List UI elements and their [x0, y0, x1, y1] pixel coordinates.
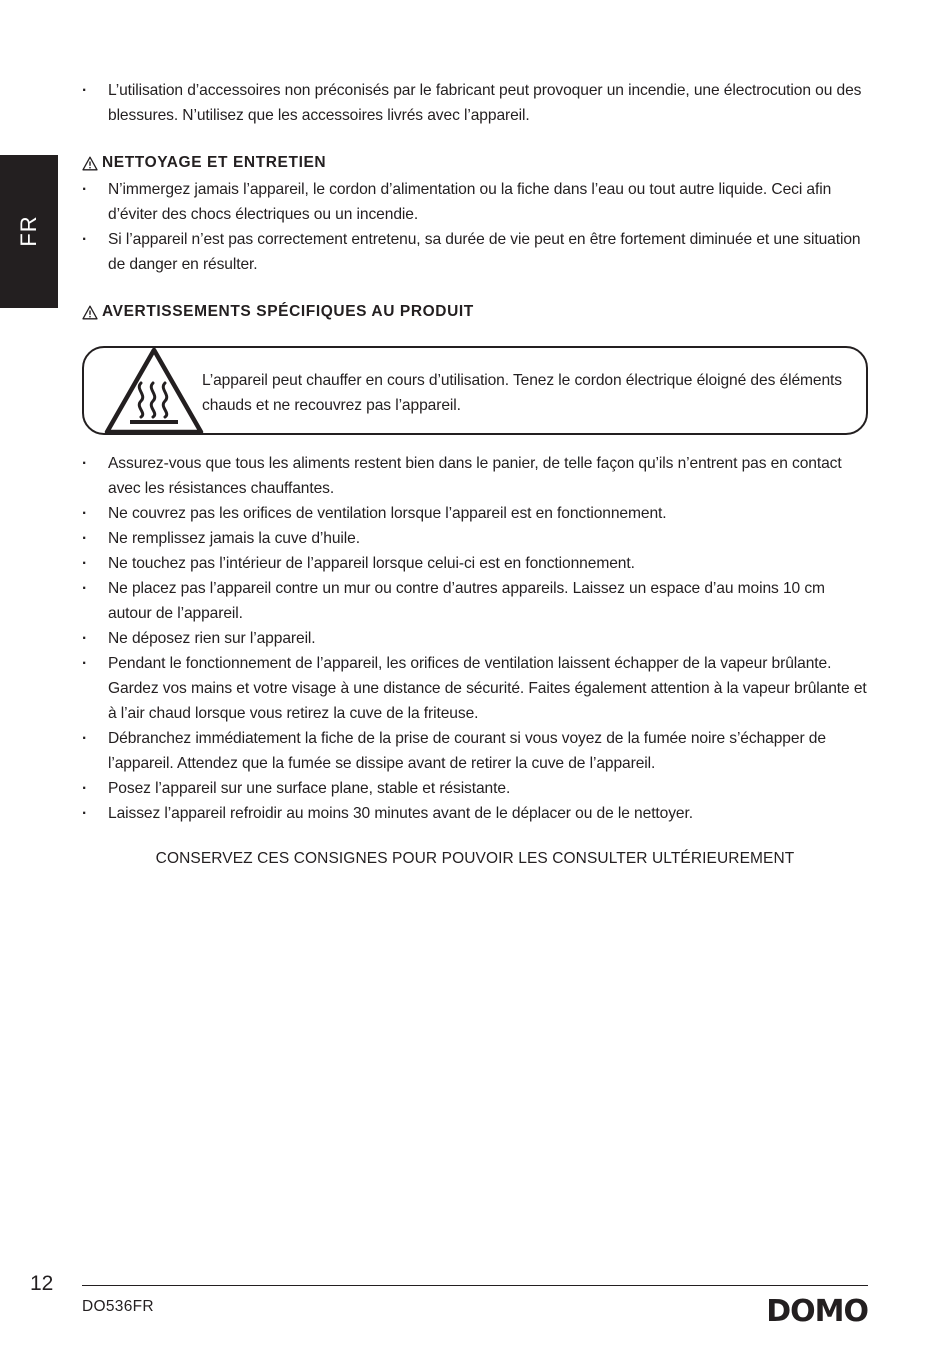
hot-surface-callout: [82, 346, 868, 435]
language-tab: [0, 155, 58, 308]
list-item: · N’immergez jamais l’appareil, le cordon d’alimentation ou la fiche dans l’eau ou tout autre liquide. Ceci afin d’éviter des chocs électriques ou un incendie.: [82, 177, 872, 227]
cleaning-heading: [82, 153, 326, 173]
list-item: · Ne remplissez jamais la cuve d’huile.: [82, 526, 872, 551]
intro-list: [82, 78, 872, 128]
list-item: · Pendant le fonctionnement de l’appareil, les orifices de ventilation laissent échapper de la vapeur brûlante. Gardez vos mains et votre visage à une distance de sécurité. Faites également attention à la vapeur brûlante et à l’air chaud lorsque vous retirez la cuve de la friteuse.: [82, 651, 872, 726]
list-item: · Ne déposez rien sur l’appareil.: [82, 626, 872, 651]
list-item: · Assurez-vous que tous les aliments restent bien dans le panier, de telle façon qu’ils n’entrent pas en contact avec les résistances chauffantes.: [82, 451, 872, 501]
brand-logo: DOMO: [766, 1294, 868, 1329]
list-item: · Si l’appareil n’est pas correctement entretenu, sa durée de vie peut en être fortement diminuée et une situation de danger en résulter.: [82, 227, 872, 277]
product-heading-text: AVERTISSEMENTS SPÉCIFIQUES AU PRODUIT: [102, 303, 474, 320]
language-tab-label: FR: [16, 215, 41, 247]
product-list: [82, 451, 872, 826]
warning-triangle-icon: [82, 156, 98, 171]
page-number: 12: [30, 1272, 54, 1295]
footer-divider: [82, 1285, 868, 1286]
list-item: · L’utilisation d’accessoires non préconisés par le fabricant peut provoquer un incendie, une électrocution ou des blessures. N’utilisez que les accessoires livrés avec l’appareil.: [82, 78, 872, 128]
list-item: · Ne touchez pas l’intérieur de l’appareil lorsque celui-ci est en fonctionnement.: [82, 551, 872, 576]
list-item: · Ne placez pas l’appareil contre un mur ou contre d’autres appareils. Laissez un espace d’au moins 10 cm autour de l’appareil.: [82, 576, 872, 626]
list-item: · Laissez l’appareil refroidir au moins 30 minutes avant de le déplacer ou de le nettoyer.: [82, 801, 872, 826]
hot-surface-warning-icon: [102, 347, 206, 436]
list-item: · Débranchez immédiatement la fiche de la prise de courant si vous voyez de la fumée noire s’échapper de l’appareil. Attendez que la fumée se dissipe avant de retirer la cuve de l’appareil.: [82, 726, 872, 776]
list-item: · Ne couvrez pas les orifices de ventilation lorsque l’appareil est en fonctionnement.: [82, 501, 872, 526]
warning-triangle-icon: [82, 305, 98, 320]
keep-instructions-note: CONSERVEZ CES CONSIGNES POUR POUVOIR LES CONSULTER ULTÉRIEUREMENT: [155, 850, 795, 867]
model-number: DO536FR: [82, 1298, 154, 1315]
callout-text: L’appareil peut chauffer en cours d’utilisation. Tenez le cordon électrique éloigné des éléments chauds et ne recouvrez pas l’appareil.: [202, 372, 842, 414]
product-heading: [82, 302, 474, 322]
cleaning-list: [82, 177, 872, 277]
list-item: · Posez l’appareil sur une surface plane, stable et résistante.: [82, 776, 872, 801]
cleaning-heading-text: NETTOYAGE ET ENTRETIEN: [102, 154, 327, 171]
